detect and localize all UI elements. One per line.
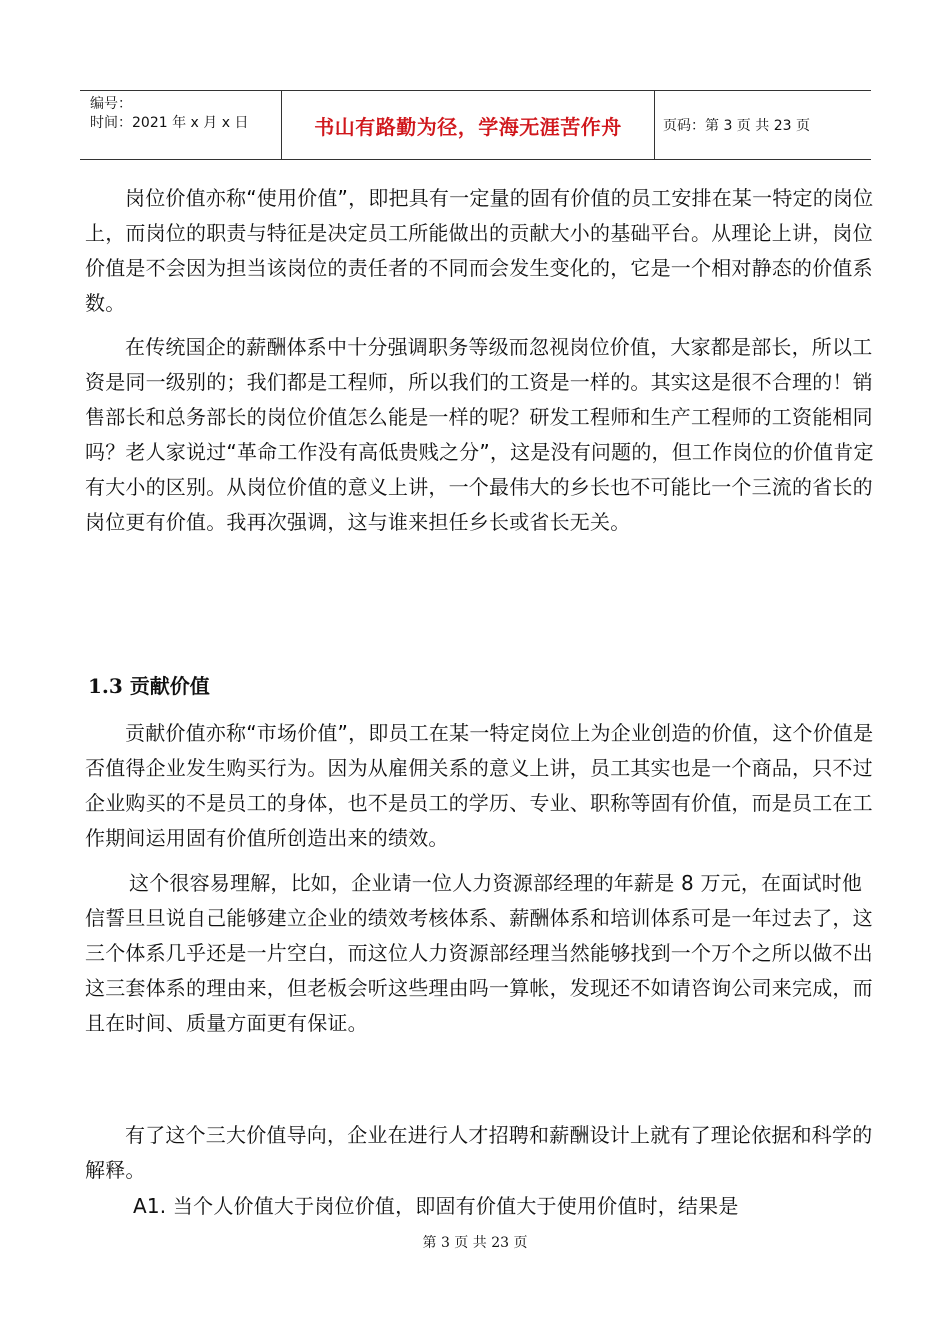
- paragraph-value-orientation: 有了这个三大价值导向，企业在进行人才招聘和薪酬设计上就有了理论依据和科学的解释。: [85, 1123, 873, 1182]
- header-page-info: 页码：第 3 页 共 23 页: [663, 118, 810, 134]
- paragraph-example: 这个很容易理解，比如，企业请一位人力资源部经理的年薪是 8 万元，在面试时他信誓旦旦说自己能够建立企业的绩效考核体系、薪酬体系和培训体系可是一年过去了，这三个体系几乎还是一片空白，而这位人力资源部经理当然能够找到一个万个之所以做不出这三套体系的理由来，但老板会听这些理由吗一算帐，发现还不如请咨询公司来完成，而且在时间、质量方面更有保证。: [85, 871, 873, 1035]
- paragraph-a1: A1. 当个人价值大于岗位价值，即固有价值大于使用价值时，结果是: [133, 1194, 739, 1218]
- document-number-label: 编号：: [90, 96, 132, 112]
- page-header: [80, 90, 871, 160]
- paragraph-position-value: 岗位价值亦称“使用价值”，即把具有一定量的固有价值的员工安排在某一特定的岗位上，而岗位的职责与特征是决定员工所能做出的贡献大小的基础平台。从理论上讲，岗位价值是不会因为担当该岗位的责任者的不同而会发生变化的，它是一个相对静态的价值系数。: [85, 186, 874, 315]
- document-date: 时间：2021 年 x 月 x 日: [90, 115, 249, 131]
- page-footer: 第 3 页 共 23 页: [422, 1235, 528, 1251]
- header-motto: 书山有路勤为径，学海无涯苦作舟: [281, 91, 655, 159]
- paragraph-state-enterprise: 在传统国企的薪酬体系中十分强调职务等级而忽视岗位价值，大家都是部长，所以工资是同一级别的；我们都是工程师，所以我们的工资是一样的。其实这是很不合理的！销售部长和总务部长的岗位价值怎么能是一样的呢？研发工程师和生产工程师的工资能相同吗？老人家说过“革命工作没有高低贵贱之分”，这是没有问题的，但工作岗位的价值肯定有大小的区别。从岗位价值的意义上讲，一个最伟大的乡长也不可能比一个三流的省长的岗位更有价值。我再次强调，这与谁来担任乡长或省长无关。: [85, 335, 874, 534]
- header-meta: [80, 91, 281, 159]
- paragraph-contribution-value: 贡献价值亦称“市场价值”，即员工在某一特定岗位上为企业创造的价值，这个价值是否值得企业发生购买行为。因为从雇佣关系的意义上讲，员工其实也是一个商品，只不过企业购买的不是员工的身体，也不是员工的学历、专业、职称等固有价值，而是员工在工作期间运用固有价值所创造出来的绩效。: [85, 721, 874, 850]
- section-heading: 1.3 贡献价值: [88, 674, 210, 698]
